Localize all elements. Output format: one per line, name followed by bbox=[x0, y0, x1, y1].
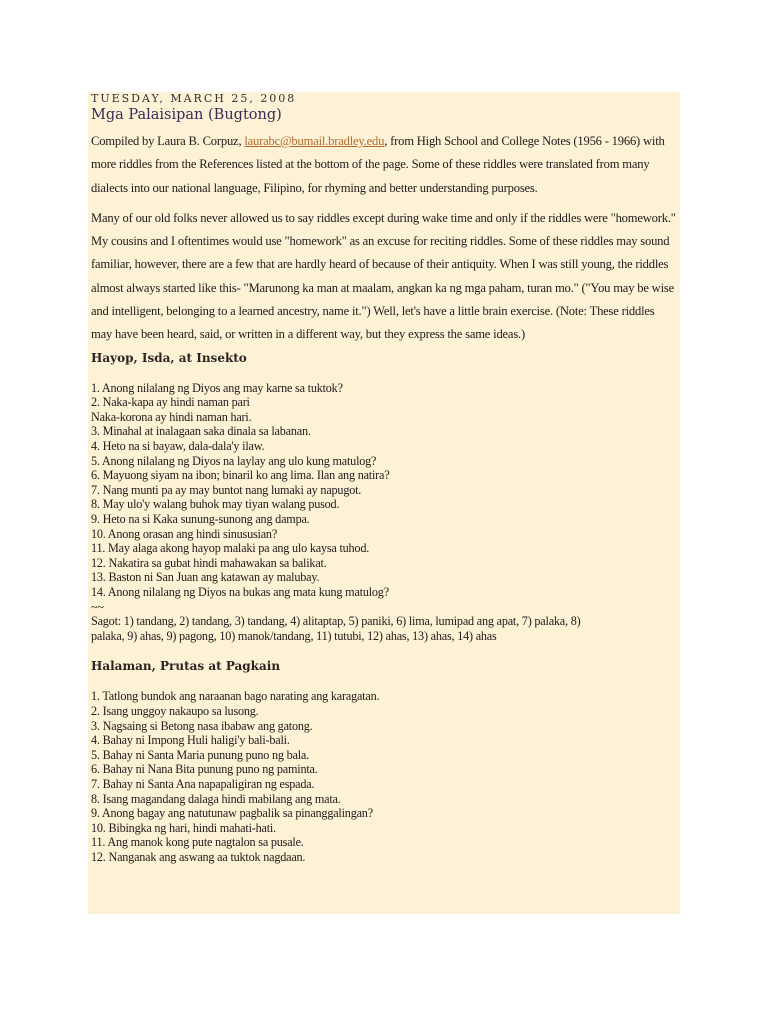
riddle-line: 11. May alaga akong hayop malaki pa ang ulo kaysa tuhod. bbox=[91, 541, 370, 556]
separator-line: ~~ bbox=[91, 599, 104, 614]
section-title-hayop: Hayop, Isda, at Insekto bbox=[91, 350, 247, 365]
riddle-line: 6. Bahay ni Nana Bita punung puno ng paminta. bbox=[91, 762, 318, 777]
intro-paragraph bbox=[91, 130, 677, 200]
answer-line: palaka, 9) ahas, 9) pagong, 10) manok/tandang, 11) tutubi, 12) ahas, 13) ahas, 14) ahas bbox=[91, 628, 497, 643]
riddle-line: 8. Isang magandang dalaga hindi mabilang ang mata. bbox=[91, 791, 341, 806]
answer-line: Sagot: 1) tandang, 2) tandang, 3) tandang, 4) alitaptap, 5) paniki, 6) lima, lumipad ang apat, 7) palaka, 8) bbox=[91, 614, 581, 629]
post-title: Mga Palaisipan (Bugtong) bbox=[91, 107, 282, 123]
riddle-list-halaman bbox=[91, 689, 677, 864]
riddle-line: 1. Anong nilalang ng Diyos ang may karne sa tuktok? bbox=[91, 380, 343, 395]
riddle-line: 10. Bibingka ng hari, hindi mahati-hati. bbox=[91, 820, 276, 835]
riddle-line: 3. Nagsaing si Betong nasa ibabaw ang gatong. bbox=[91, 718, 313, 733]
riddle-line: 14. Anong nilalang ng Diyos na bukas ang mata kung matulog? bbox=[91, 584, 389, 599]
riddle-line: 6. Mayuong siyam na ibon; binaril ko ang lima. Ilan ang natira? bbox=[91, 468, 390, 483]
riddle-line: 3. Minahal at inalagaan saka dinala sa labanan. bbox=[91, 424, 311, 439]
riddle-line: 5. Anong nilalang ng Diyos na laylay ang ulo kung matulog? bbox=[91, 453, 377, 468]
riddle-line: Naka-korona ay hindi naman hari. bbox=[91, 409, 252, 424]
riddle-line: 9. Anong bagay ang natutunaw pagbalik sa pinanggalingan? bbox=[91, 806, 373, 821]
body-paragraph: Many of our old folks never allowed us to say riddles except during wake time and only if the riddles were "homework." My cousins and I oftentimes would use "homework" as an excuse for reciting riddles. Some of these riddles may sound familiar, however, there are a few that are hardly heard of because of their antiquity. When I was still young, the riddles almost always started like this- "Marunong ka man at maalam, angkan ka ng mga paham, turan mo." ("You may be wise and intelligent, belonging to a learned ancestry, name it.") Well, let's have a little brain exercise. (Note: These riddles may have been heard, said, or written in a different way, but they express the same ideas.) bbox=[91, 210, 676, 342]
riddle-list-hayop bbox=[91, 381, 677, 644]
intro-text: Compiled by Laura B. Corpuz, bbox=[91, 134, 245, 148]
riddle-line: 7. Bahay ni Santa Ana napapaligiran ng espada. bbox=[91, 776, 315, 791]
section-title-halaman: Halaman, Prutas at Pagkain bbox=[91, 659, 281, 674]
riddle-line: 9. Heto na si Kaka sunung-sunong ang dampa. bbox=[91, 512, 310, 527]
riddle-line: 10. Anong orasan ang hindi sinususian? bbox=[91, 526, 278, 541]
riddle-line: 5. Bahay ni Santa Maria punung puno ng bala. bbox=[91, 747, 309, 762]
riddle-line: 2. Isang unggoy nakaupo sa lusong. bbox=[91, 703, 259, 718]
riddle-line: 8. May ulo'y walang buhok may tiyan walang pusod. bbox=[91, 497, 340, 512]
riddle-line: 4. Bahay ni Impong Huli haligi'y bali-bali. bbox=[91, 733, 290, 748]
riddle-line: 7. Nang munti pa ay may buntot nang lumaki ay napugot. bbox=[91, 482, 362, 497]
riddle-line: 4. Heto na si bayaw, dala-dala'y ilaw. bbox=[91, 439, 265, 454]
author-email-link[interactable]: laurabc@bumail.bradley.edu bbox=[244, 134, 385, 148]
post-date: TUESDAY, MARCH 25, 2008 bbox=[91, 92, 297, 105]
riddle-line: 12. Nakatira sa gubat hindi mahawakan sa balikat. bbox=[91, 555, 327, 570]
riddle-line: 11. Ang manok kong pute nagtalon sa pusale. bbox=[91, 835, 304, 850]
riddle-line: 13. Baston ni San Juan ang katawan ay malubay. bbox=[91, 570, 320, 585]
riddle-line: 12. Nanganak ang aswang aa tuktok nagdaan. bbox=[91, 849, 306, 864]
intro-text-continued: , from High School and College Notes (1956 - 1966) with more riddles from the References listed at the bottom of the page. Some of these riddles were translated from many dialects into our national language, Filipino, for rhyming and better understanding purposes. bbox=[91, 134, 665, 195]
blog-post bbox=[88, 92, 680, 914]
riddle-line: 1. Tatlong bundok ang naraanan bago narating ang karagatan. bbox=[91, 689, 380, 704]
riddle-line: 2. Naka-kapa ay hindi naman pari bbox=[91, 395, 250, 410]
